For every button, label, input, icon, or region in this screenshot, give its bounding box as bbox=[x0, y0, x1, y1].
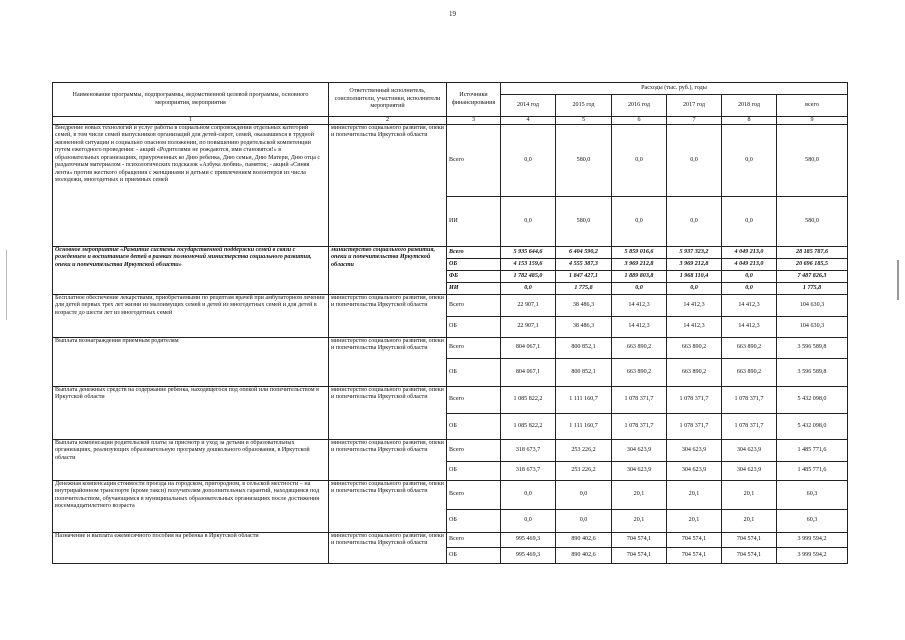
scan-margin-mark bbox=[897, 260, 899, 300]
expense-value: 0,0 bbox=[722, 283, 777, 295]
header-column-number: 7 bbox=[667, 117, 722, 125]
expense-value: 995 469,3 bbox=[501, 548, 556, 564]
expense-total: 3 596 589,8 bbox=[777, 338, 848, 359]
header-column-number: 8 bbox=[722, 117, 777, 125]
responsible-executor: министерство социального развития, опеки и попечительства Иркутской области bbox=[329, 440, 447, 481]
expense-value: 6 404 590,2 bbox=[556, 247, 612, 259]
expense-total: 5 432 098,0 bbox=[777, 414, 848, 440]
expense-total: 20 696 185,5 bbox=[777, 259, 848, 271]
header-year: 2014 год bbox=[501, 95, 556, 117]
expense-value: 800 852,1 bbox=[556, 359, 612, 387]
expense-total: 104 630,3 bbox=[777, 317, 848, 338]
responsible-executor: министерство социального развития, опеки и попечительства Иркутской области bbox=[329, 247, 447, 295]
expense-value: 3 969 212,8 bbox=[612, 259, 667, 271]
responsible-executor: министерство социального развития, опеки и попечительства Иркутской области bbox=[329, 125, 447, 247]
expense-value: 804 067,1 bbox=[501, 359, 556, 387]
expense-value: 1 111 160,7 bbox=[556, 414, 612, 440]
expense-value: 663 890,2 bbox=[667, 338, 722, 359]
expense-value: 4 555 387,3 bbox=[556, 259, 612, 271]
expense-value: 0,0 bbox=[501, 481, 556, 510]
expense-value: 1 847 427,1 bbox=[556, 271, 612, 283]
header-column-number: 3 bbox=[447, 117, 501, 125]
expense-value: 1 111 160,7 bbox=[556, 387, 612, 414]
expense-total: 5 432 098,0 bbox=[777, 387, 848, 414]
header-executor: Ответственный исполнитель, соисполнители, участники, исполнители мероприятий bbox=[329, 83, 447, 117]
expense-value: 804 067,1 bbox=[501, 338, 556, 359]
expense-value: 38 486,3 bbox=[556, 317, 612, 338]
header-year: 2015 год bbox=[556, 95, 612, 117]
funding-source: Всего bbox=[447, 481, 501, 510]
table-row bbox=[53, 295, 848, 317]
expense-value: 0,0 bbox=[612, 197, 667, 247]
header-year: 2018 год bbox=[722, 95, 777, 117]
page-number: 19 bbox=[449, 10, 456, 18]
expense-value: 318 673,7 bbox=[501, 462, 556, 481]
funding-source: Всего bbox=[447, 533, 501, 548]
expense-value: 0,0 bbox=[722, 125, 777, 197]
expense-value: 890 402,6 bbox=[556, 548, 612, 564]
responsible-executor: министерство социального развития, опеки и попечительства Иркутской области bbox=[329, 481, 447, 533]
expense-value: 1 078 371,7 bbox=[667, 414, 722, 440]
expense-value: 1 775,8 bbox=[556, 283, 612, 295]
responsible-executor: министерство социального развития, опеки и попечительства Иркутской области bbox=[329, 295, 447, 338]
expense-value: 1 078 371,7 bbox=[722, 387, 777, 414]
header-column-number: 6 bbox=[612, 117, 667, 125]
expense-total: 104 630,3 bbox=[777, 295, 848, 317]
scan-margin-mark bbox=[6, 250, 7, 320]
expense-value: 1 078 371,7 bbox=[612, 387, 667, 414]
table-row bbox=[53, 338, 848, 359]
header-year: 2017 год bbox=[667, 95, 722, 117]
expense-total: 580,0 bbox=[777, 125, 848, 197]
expense-value: 1 085 822,2 bbox=[501, 387, 556, 414]
header-year: всего bbox=[777, 95, 848, 117]
table-row bbox=[53, 481, 848, 510]
activity-name: Выплата вознаграждения приемным родителям bbox=[53, 338, 329, 387]
funding-source: Всего bbox=[447, 295, 501, 317]
expense-value: 995 469,3 bbox=[501, 533, 556, 548]
expense-value: 0,0 bbox=[556, 481, 612, 510]
funding-source: ОБ bbox=[447, 510, 501, 533]
expense-value: 704 574,1 bbox=[722, 533, 777, 548]
expense-value: 253 226,2 bbox=[556, 462, 612, 481]
expense-value: 1 078 371,7 bbox=[667, 387, 722, 414]
funding-source: ОБ bbox=[447, 548, 501, 564]
expense-value: 14 412,3 bbox=[722, 295, 777, 317]
expense-total: 60,3 bbox=[777, 510, 848, 533]
responsible-executor: министерство социального развития, опеки и попечительства Иркутской области bbox=[329, 338, 447, 387]
funding-source: ОБ bbox=[447, 462, 501, 481]
funding-source: ИИ bbox=[447, 283, 501, 295]
expense-value: 14 412,3 bbox=[612, 295, 667, 317]
expense-total: 28 185 787,6 bbox=[777, 247, 848, 259]
expense-value: 704 574,1 bbox=[667, 548, 722, 564]
expense-total: 3 596 589,8 bbox=[777, 359, 848, 387]
expense-value: 38 486,3 bbox=[556, 295, 612, 317]
expense-value: 0,0 bbox=[722, 271, 777, 283]
expense-value: 1 078 371,7 bbox=[722, 414, 777, 440]
expense-value: 1 889 803,8 bbox=[612, 271, 667, 283]
expense-value: 14 412,3 bbox=[667, 317, 722, 338]
expense-value: 22 907,1 bbox=[501, 317, 556, 338]
expense-value: 20,1 bbox=[667, 481, 722, 510]
expense-value: 0,0 bbox=[667, 197, 722, 247]
expenses-table bbox=[52, 82, 848, 564]
expense-value: 890 402,6 bbox=[556, 533, 612, 548]
expense-value: 663 890,2 bbox=[722, 338, 777, 359]
expense-value: 253 226,2 bbox=[556, 440, 612, 462]
expense-value: 0,0 bbox=[556, 510, 612, 533]
expense-value: 5 935 644,6 bbox=[501, 247, 556, 259]
funding-source: Всего bbox=[447, 440, 501, 462]
expense-value: 0,0 bbox=[501, 197, 556, 247]
activity-name: Выплата денежных средств на содержание ребенка, находящегося под опекой или попечительством в Иркутской области bbox=[53, 387, 329, 440]
expense-value: 0,0 bbox=[501, 510, 556, 533]
expense-total: 580,0 bbox=[777, 197, 848, 247]
activity-name: Выплата компенсации родительской платы за присмотр и уход за детьми в образовательных организациях, реализующих образовательную программу дошкольного образования, в Иркутской области bbox=[53, 440, 329, 481]
expense-value: 5 859 016,6 bbox=[612, 247, 667, 259]
activity-name: Основное мероприятие «Развитие системы государственной поддержки семей в связи с рождением и воспитанием детей в рамках полномочий министерства социального развития, опеки и попечительства Иркутской области» bbox=[53, 247, 329, 295]
header-name: Наименование программы, подпрограммы, ведомственной целевой программы, основного мероприятия, мероприятия bbox=[53, 83, 329, 117]
expense-value: 1 782 485,0 bbox=[501, 271, 556, 283]
funding-source: Всего bbox=[447, 387, 501, 414]
expense-total: 1 485 771,6 bbox=[777, 462, 848, 481]
funding-source: ОБ bbox=[447, 317, 501, 338]
expense-value: 20,1 bbox=[612, 510, 667, 533]
expense-value: 304 623,9 bbox=[612, 462, 667, 481]
expense-value: 4 049 213,0 bbox=[722, 259, 777, 271]
funding-source: ИИ bbox=[447, 197, 501, 247]
expense-value: 304 623,9 bbox=[722, 440, 777, 462]
responsible-executor: министерство социального развития, опеки и попечительства Иркутской области bbox=[329, 533, 447, 564]
expense-total: 3 999 594,2 bbox=[777, 533, 848, 548]
expense-value: 14 412,3 bbox=[722, 317, 777, 338]
expense-value: 20,1 bbox=[667, 510, 722, 533]
expense-value: 0,0 bbox=[612, 125, 667, 197]
expense-value: 3 969 212,8 bbox=[667, 259, 722, 271]
funding-source: ОБ bbox=[447, 414, 501, 440]
expense-value: 304 623,9 bbox=[612, 440, 667, 462]
expense-value: 704 574,1 bbox=[612, 533, 667, 548]
table-row bbox=[53, 387, 848, 414]
expense-value: 4 049 213,0 bbox=[722, 247, 777, 259]
expense-value: 318 673,7 bbox=[501, 440, 556, 462]
expense-value: 14 412,3 bbox=[667, 295, 722, 317]
header-expenses: Расходы (тыс. руб.), годы bbox=[501, 83, 848, 95]
expense-value: 663 890,2 bbox=[612, 338, 667, 359]
expense-value: 580,0 bbox=[556, 197, 612, 247]
funding-source: ОБ bbox=[447, 259, 501, 271]
expense-value: 0,0 bbox=[722, 197, 777, 247]
header-column-number: 2 bbox=[329, 117, 447, 125]
activity-name: Внедрение новых технологий и услуг работы в социальном сопровождении отдельных категорий семей, в том числе семей выпускников организаций для детей-сирот, семей, оказавшихся в трудной жизненной ситуации и социально опасном положении, по повышению родительской компетенции путем ежегодного проведения: - акций «Родителями не рождаются, ими становятся!» в образовательных организациях, приуроченных ко Дню ребенка, Дню семьи, Дню Матери, Дню отца с раздаточным материалом - психологических подсказок «Азбука любви», памяток; - акций «Синяя лента» против жесткого обращения с женщинами и детьми с привлечением волонтеров из числа молодежи, многодетных и приемных семей bbox=[53, 125, 329, 247]
activity-name: Бесплатное обеспечение лекарствами, приобретаемыми по рецептам врачей при амбулаторном лечении для детей первых трех лет жизни из малоимущих семей и детей из многодетных семей и для детей в возрасте до шести лет из многодетных семей bbox=[53, 295, 329, 338]
funding-source: Всего bbox=[447, 338, 501, 359]
header-column-number: 5 bbox=[556, 117, 612, 125]
expense-value: 580,0 bbox=[556, 125, 612, 197]
activity-name: Денежная компенсация стоимости проезда на городском, пригородном, в сельской местности – на внутрирайонном транспорте (кроме такси) получателям дополнительных гарантий, находящимся под попечительством, обучающимся в муниципальных образовательных организациях после достижения восемнадцатилетнего возраста bbox=[53, 481, 329, 533]
expense-value: 704 574,1 bbox=[667, 533, 722, 548]
expense-value: 0,0 bbox=[667, 125, 722, 197]
funding-source: ФБ bbox=[447, 271, 501, 283]
expense-value: 0,0 bbox=[501, 125, 556, 197]
header-column-number: 4 bbox=[501, 117, 556, 125]
funding-source: Всего bbox=[447, 125, 501, 197]
expense-value: 304 623,9 bbox=[667, 462, 722, 481]
expense-total: 1 485 771,6 bbox=[777, 440, 848, 462]
expense-value: 5 937 323,2 bbox=[667, 247, 722, 259]
header-source: Источники финансирования bbox=[447, 83, 501, 117]
expense-value: 22 907,1 bbox=[501, 295, 556, 317]
table-row bbox=[53, 533, 848, 548]
expense-value: 14 412,3 bbox=[612, 317, 667, 338]
expense-value: 304 623,9 bbox=[722, 462, 777, 481]
expense-value: 663 890,2 bbox=[667, 359, 722, 387]
expense-total: 1 775,8 bbox=[777, 283, 848, 295]
expense-total: 60,3 bbox=[777, 481, 848, 510]
table-row bbox=[53, 125, 848, 197]
expense-value: 704 574,1 bbox=[722, 548, 777, 564]
activity-name: Назначение и выплата ежемесячного пособия на ребенка в Иркутской области bbox=[53, 533, 329, 564]
expense-value: 663 890,2 bbox=[722, 359, 777, 387]
expense-value: 1 968 110,4 bbox=[667, 271, 722, 283]
expense-value: 0,0 bbox=[501, 283, 556, 295]
header-column-number: 1 bbox=[53, 117, 329, 125]
expense-value: 0,0 bbox=[612, 283, 667, 295]
header-year: 2016 год bbox=[612, 95, 667, 117]
funding-source: ОБ bbox=[447, 359, 501, 387]
expense-value: 4 153 159,6 bbox=[501, 259, 556, 271]
funding-source: Всего bbox=[447, 247, 501, 259]
expense-value: 304 623,9 bbox=[667, 440, 722, 462]
expense-value: 1 078 371,7 bbox=[612, 414, 667, 440]
header-column-number: 9 bbox=[777, 117, 848, 125]
expense-total: 3 999 594,2 bbox=[777, 548, 848, 564]
expense-value: 800 852,1 bbox=[556, 338, 612, 359]
expense-value: 20,1 bbox=[612, 481, 667, 510]
responsible-executor: министерство социального развития, опеки и попечительства Иркутской области bbox=[329, 387, 447, 440]
expense-value: 663 890,2 bbox=[612, 359, 667, 387]
expense-value: 20,1 bbox=[722, 510, 777, 533]
expense-value: 20,1 bbox=[722, 481, 777, 510]
expense-total: 7 487 826,3 bbox=[777, 271, 848, 283]
expense-value: 704 574,1 bbox=[612, 548, 667, 564]
table-row bbox=[53, 440, 848, 462]
expense-value: 1 085 822,2 bbox=[501, 414, 556, 440]
table-row bbox=[53, 247, 848, 259]
expense-value: 0,0 bbox=[667, 283, 722, 295]
